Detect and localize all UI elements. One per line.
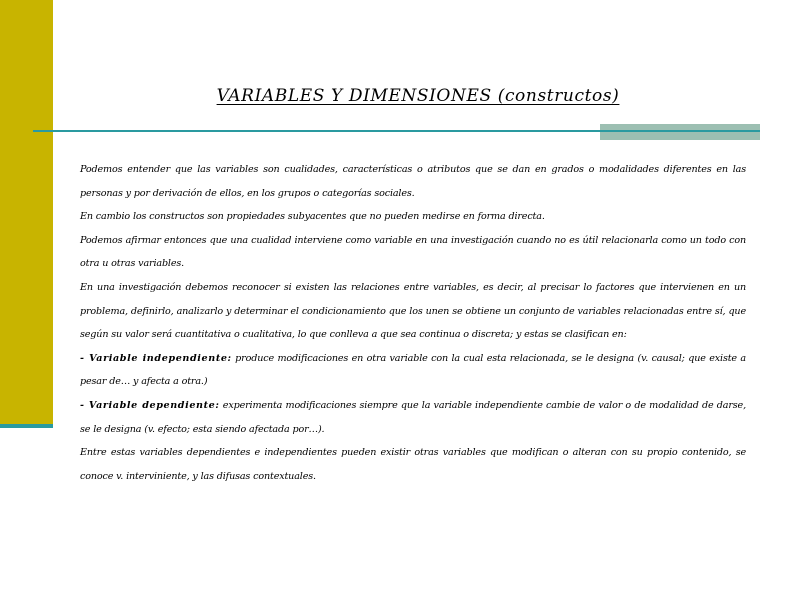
title-divider-block-line [600, 130, 760, 132]
definition-variable-independiente: produce modificaciones en otra variable con la cual esta relacionada, se le designa (v. causal; que existe a pesar de… y afecta a otra.) [80, 352, 746, 388]
paragraph-intervinientes: Entre estas variables dependientes e independientes pueden existir otras variables que modifican o alteran con su propio contenido, se conoce v. interviniente, y las difusas contextuales. [80, 447, 746, 482]
paragraph-cualidad: Podemos afirmar entonces que una cualidad interviene como variable en una investigación cuando no es útil relacionarla como un todo con otra u otras variables. [80, 234, 746, 270]
paragraph-constructos: En cambio los constructos son propiedades subyacentes que no pueden medirse en forma directa. [80, 211, 545, 223]
slide-title: VARIABLES Y DIMENSIONES (constructos) [216, 86, 620, 106]
paragraph-variable-independiente [80, 347, 746, 394]
paragraph-variables-definition: Podemos entender que las variables son cualidades, características o atributos que se dan en grados o modalidades diferentes en las personas y por derivación de ellos, en los grupos o categorías sociales. [80, 164, 746, 199]
paragraph-variable-dependiente [80, 394, 746, 441]
term-variable-dependiente: - Variable dependiente: [80, 399, 220, 411]
accent-side-bar [0, 0, 53, 424]
definition-variable-dependiente: experimenta modificaciones siempre que la variable independiente cambie de valor o de modalidad de darse, se le designa (v. efecto; esta siendo afectada por…). [80, 399, 746, 435]
title-divider-block [600, 124, 760, 140]
slide-body [80, 158, 746, 488]
term-variable-independiente: - Variable independiente: [80, 352, 232, 364]
side-bar-teal-accent [0, 424, 53, 428]
paragraph-relaciones: En una investigación debemos reconocer si existen las relaciones entre variables, es decir, al precisar lo factores que intervienen en un problema, definirlo, analizarlo y determinar el condicionamiento que los unen se obtiene un conjunto de variables relacionadas entre sí, que según su valor será cuantitativa o cualitativa, lo que conlleva a que sea continua o discreta; y estas se clasifican en: [80, 281, 746, 341]
